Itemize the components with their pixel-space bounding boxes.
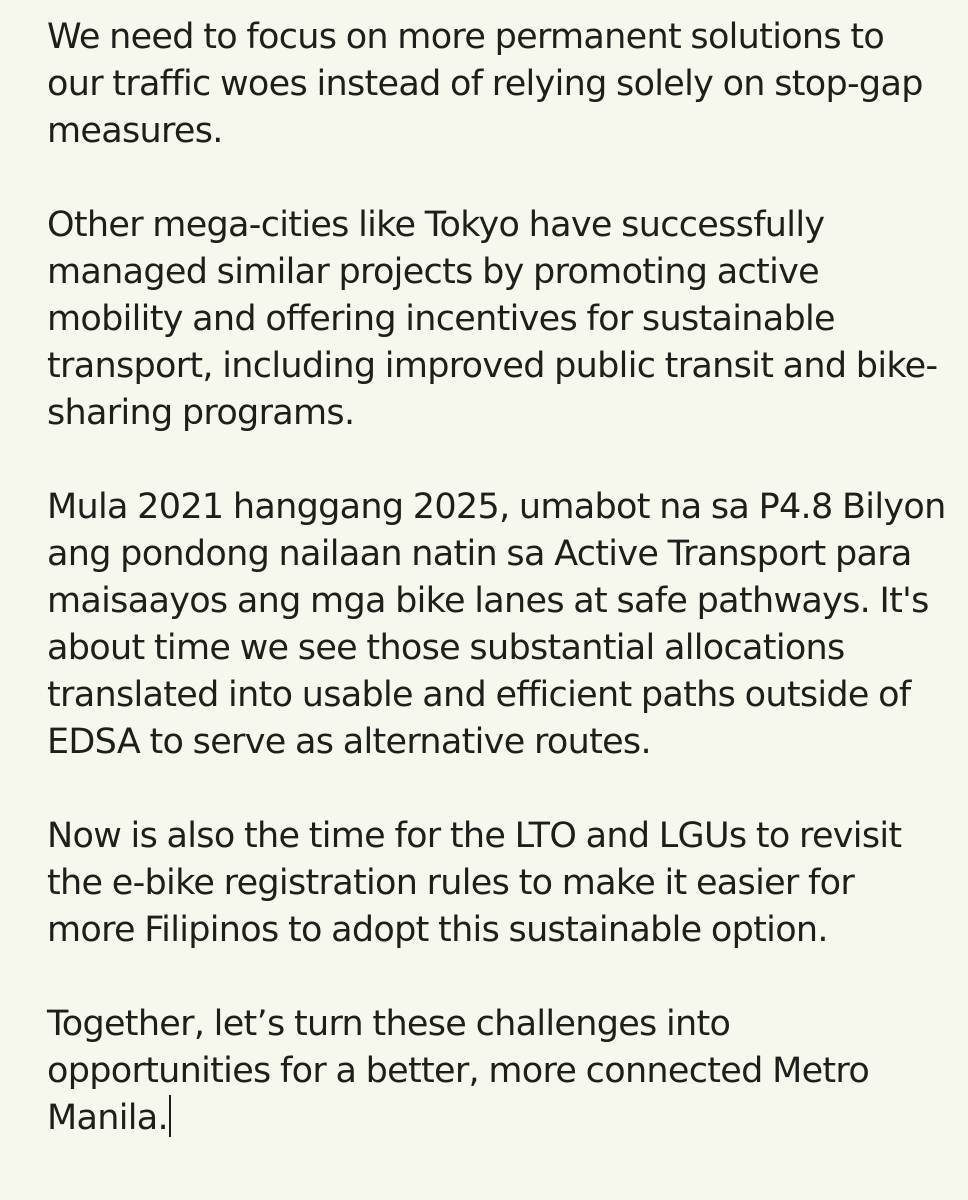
- note-paragraph-1: We need to focus on more permanent solutions to our traffic woes instead of relying solely on stop-gap measures.: [47, 17, 923, 151]
- text-cursor: [169, 1095, 171, 1137]
- note-paragraph-5-text: Together, let’s turn these challenges into opportunities for a better, more connected Metro Manila.: [47, 1004, 870, 1138]
- note-paragraph-2: Other mega-cities like Tokyo have successfully managed similar projects by promoting active mobility and offering incentives for sustainable transport, including improved public transit and bike-sharing programs.: [47, 205, 938, 433]
- note-paragraph-3: Mula 2021 hanggang 2025, umabot na sa P4.8 Bilyon ang pondong nailaan natin sa Active Transport para maisaayos ang mga bike lanes at safe pathways. It's about time we see those substantial allocations translated into usable and efficient paths outside of EDSA to serve as alternative routes.: [47, 487, 946, 762]
- note-paragraph-5: [47, 1001, 948, 1142]
- note-paragraph-4: Now is also the time for the LTO and LGUs to revisit the e-bike registration rules to make it easier for more Filipinos to adopt this sustainable option.: [47, 816, 902, 950]
